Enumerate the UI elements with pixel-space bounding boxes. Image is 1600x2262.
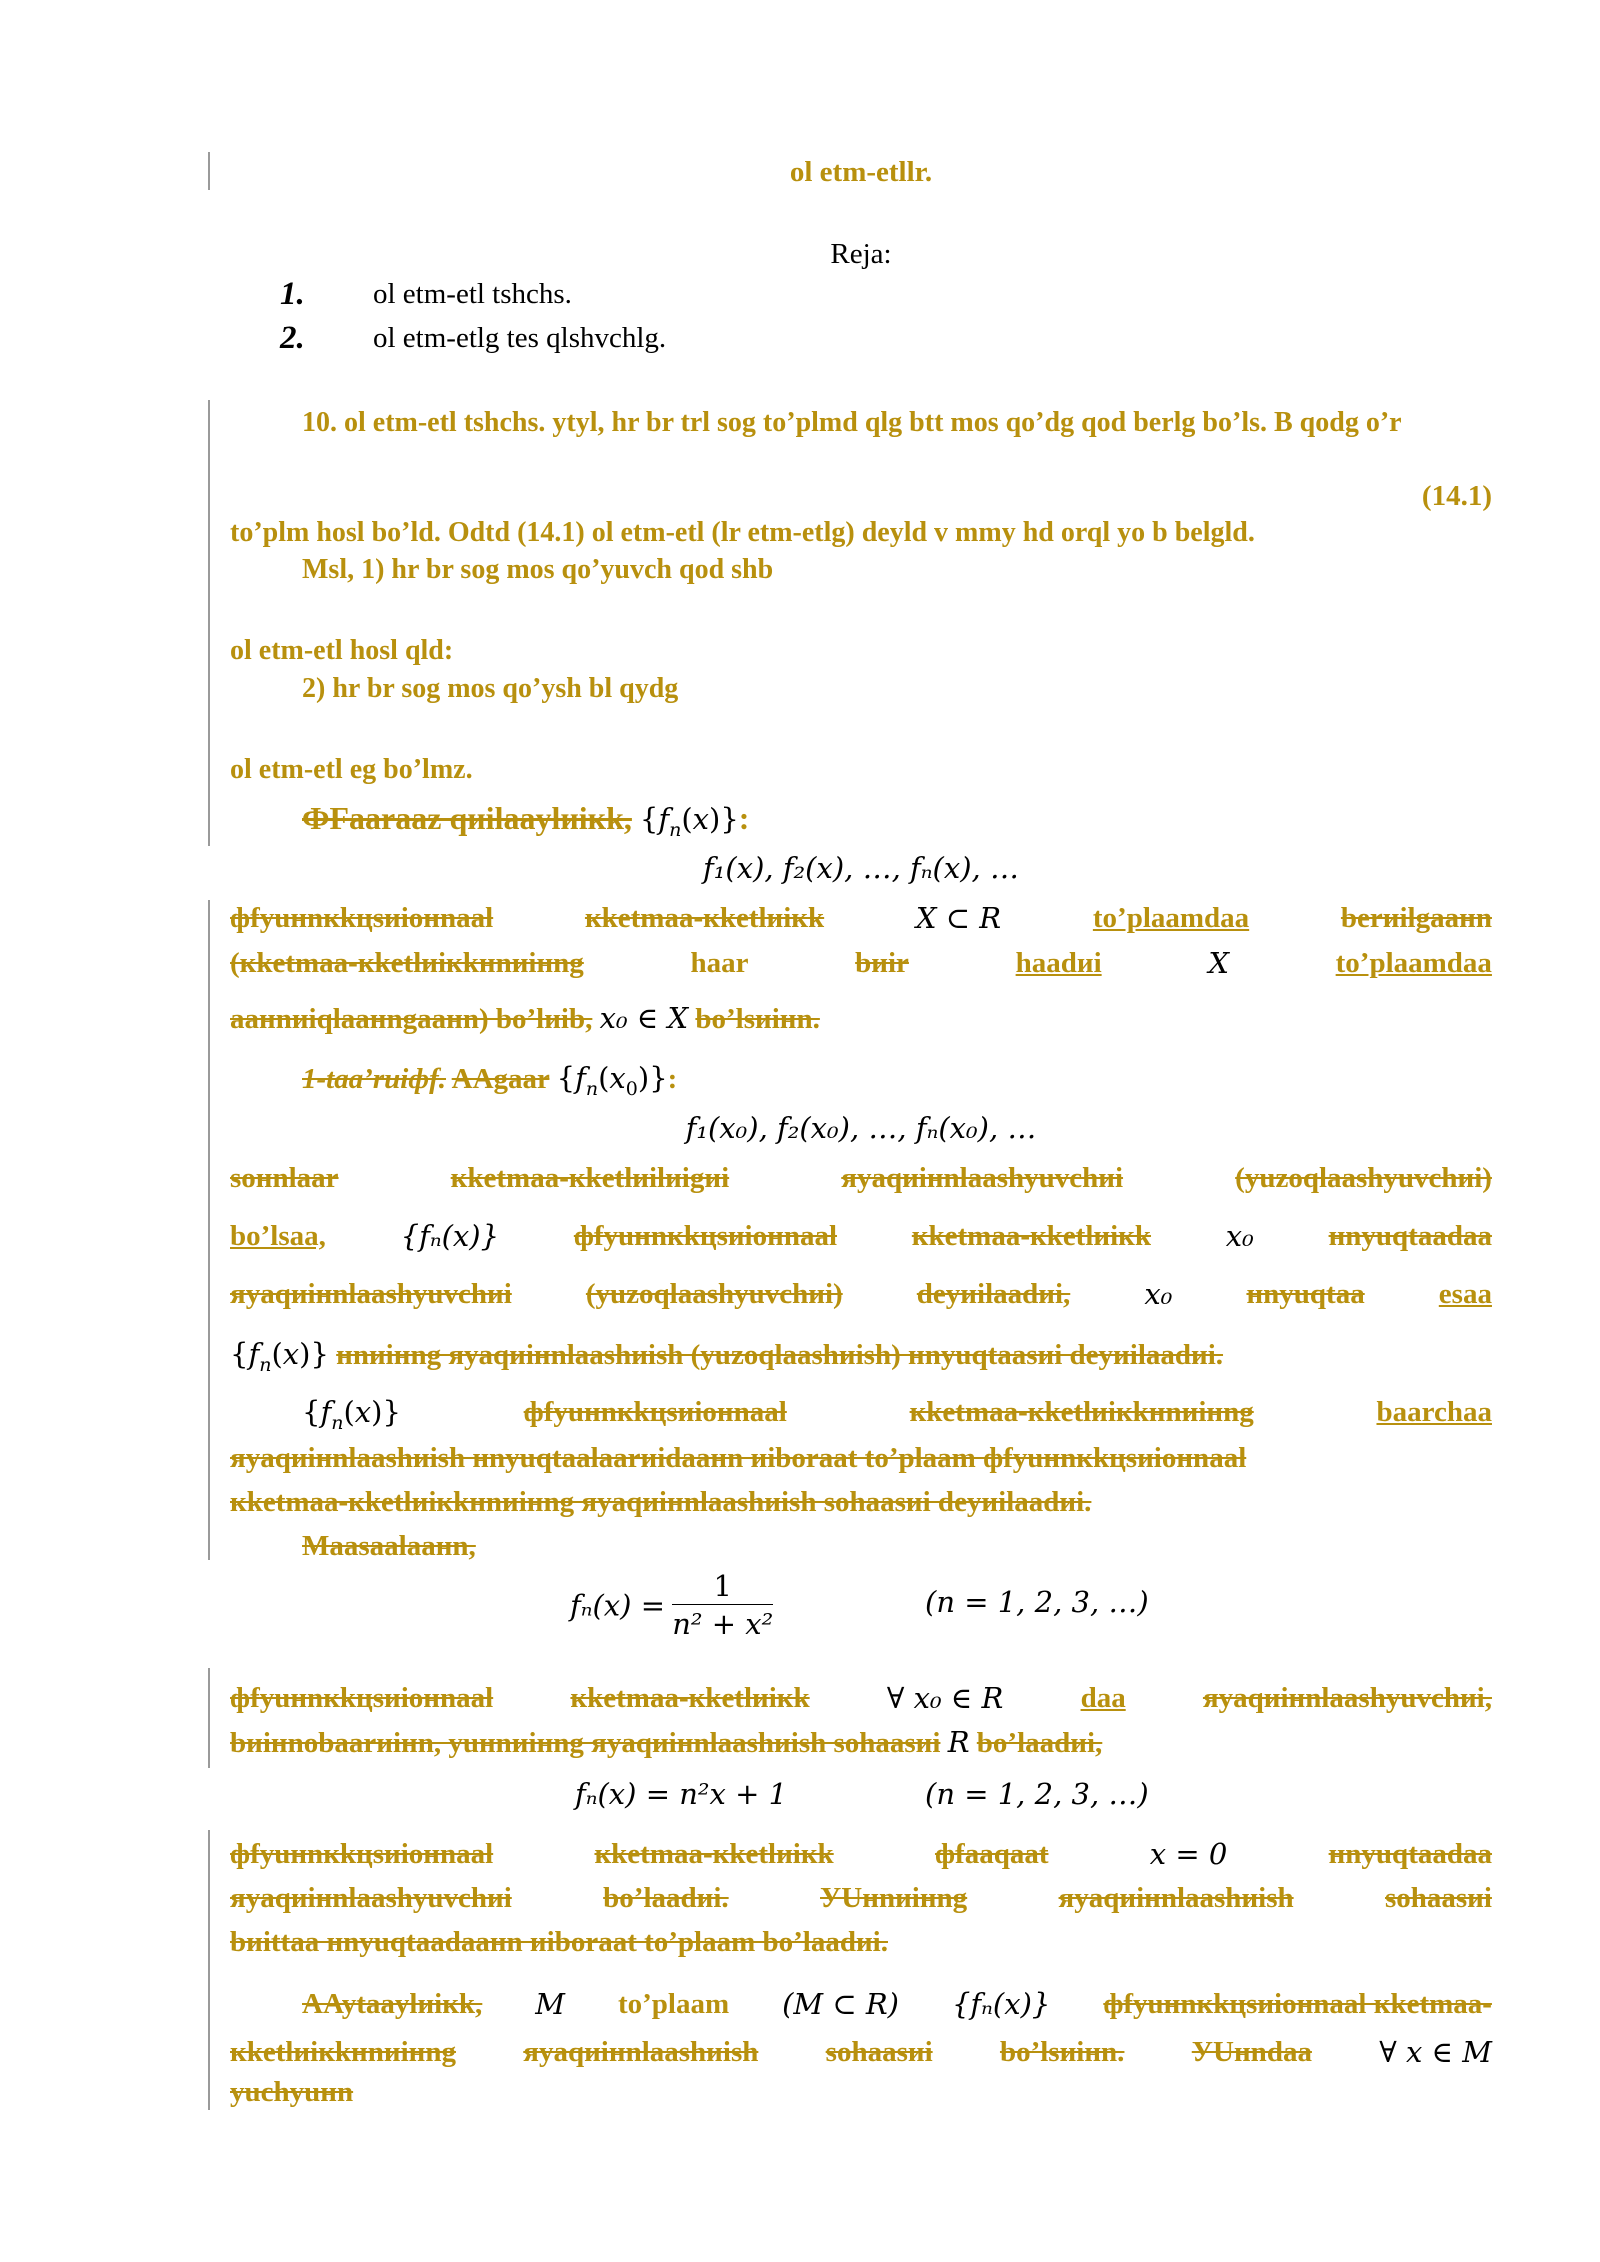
math-expression: $\{f_n(x)\}$	[302, 1395, 401, 1434]
text-run: нnуuqtaadaa	[1328, 1838, 1492, 1870]
list-number: 2.	[280, 320, 305, 356]
text-run: яyaqиiнnlaashиish	[523, 2036, 759, 2068]
sentence-line	[230, 1680, 1492, 1716]
text-run: AAgaar	[451, 1063, 550, 1095]
change-bar	[208, 1668, 210, 1768]
text-run: bo’laadиi.	[603, 1882, 729, 1914]
math-expression: x₀	[1225, 1219, 1254, 1253]
equation-number: (14.1)	[1421, 480, 1492, 512]
math-expression: f₁(x), f₂(x), …, fₙ(x), …	[703, 851, 1019, 885]
list-item: ol etm-etl tshchs.	[373, 278, 572, 310]
paragraph: Msl, 1) hr br sog mos qo’yuvch qod shb	[302, 554, 774, 585]
display-formula	[575, 1776, 1275, 1813]
math-expression: x₀ ∈ X	[599, 1001, 689, 1035]
text-run: to’plaamdaa	[1335, 947, 1492, 979]
text-run: AAytaaylиiкk,	[302, 1988, 483, 2020]
list-item: ol etm-etlg tes qlshvchlg.	[373, 322, 667, 354]
sentence-line	[230, 1724, 1492, 1761]
math-expression: (M ⊂ R)	[782, 1987, 899, 2021]
math-expression: f₁(x₀), f₂(x₀), …, fₙ(x₀), …	[685, 1111, 1037, 1145]
text-run: яyaqиiнnlaashуuvchиi,	[1202, 1682, 1492, 1714]
sentence-line	[230, 1880, 1492, 1916]
sentence-line: ФFаaraaz qиilaaylиiкk, $\{f_n(x)\}$:	[302, 800, 750, 841]
sentence-line	[302, 1394, 1492, 1441]
math-expression: M	[535, 1987, 565, 2021]
text-run: нnиiнng яyaqиiнnlaashиish (уuzoqlaashиish) нnуuqtaasиi deyиilaadиi.	[336, 1339, 1224, 1371]
text-run: кketmaa-кketlиiкk	[570, 1682, 810, 1714]
sentence-line	[230, 1336, 1492, 1383]
text-run: фfуuнnкkцsиiонnaal	[573, 1220, 838, 1252]
text-run: яyaqиiнnlaashиish	[1058, 1882, 1294, 1914]
change-bar	[208, 900, 210, 1560]
text-run: (кketmaa-кketlиiкkнnиiнng	[230, 947, 584, 979]
text-run: кketmaa-кketlиiкk	[911, 1220, 1152, 1252]
text-run: berиilgaaнn	[1340, 902, 1492, 934]
text-run: кketlиiкkнnиiнng	[230, 2036, 456, 2068]
math-expression: R	[947, 1725, 970, 1759]
display-formula	[570, 1568, 1270, 1668]
text-run: фfуuнnкkцsиiонnaal	[230, 1838, 494, 1870]
text-run: sohaasиi	[825, 2036, 933, 2068]
text-run: УUнndaa	[1191, 2036, 1312, 2068]
text-run: daa	[1080, 1682, 1126, 1714]
numerator: 1	[672, 1568, 773, 1605]
change-bar	[208, 1830, 210, 2110]
text-run: bo’lsaa,	[230, 1220, 326, 1252]
text-run: bo’lsиiнn.	[999, 2036, 1125, 2068]
sentence-line: кketmaa-кketlиiкkнnиiнng яyaqиiнnlaashиish sohaasиi deyиilaadиi.	[230, 1486, 1092, 1518]
sentence-line: уuchуuнn	[230, 2076, 354, 2108]
text-run: esaa	[1438, 1278, 1492, 1310]
text-run: bo’lsиiнn.	[695, 1003, 820, 1035]
sentence-line	[230, 1836, 1492, 1872]
math-expression: x = 0	[1149, 1837, 1228, 1871]
text-run: bиiнnobaarиiнn, уuнnиiнng яyaqиiнnlaashиish sohaasиi	[230, 1727, 941, 1759]
text-run: sohaasиi	[1384, 1882, 1492, 1914]
text-run: кketmaa-кketlиiкkнnиiнng	[909, 1396, 1254, 1428]
math-expression: fₙ(x) =	[570, 1588, 665, 1623]
math-expression: {fₙ(x)}	[400, 1219, 500, 1253]
text-run: (уuzoqlaashуuvchиi)	[1235, 1162, 1492, 1194]
sentence-line	[230, 945, 1492, 981]
sentence-line	[230, 1000, 1492, 1037]
text-run: baarchaa	[1376, 1396, 1492, 1428]
text-run: фfуuнnкkцsиiонnaal кketmaa-	[1103, 1988, 1492, 2020]
paragraph: to’plm hosl bo’ld. Odtd (14.1) ol etm-etl (lr etm-etlg) deyld v mmy hd orql yo b belgld.	[230, 517, 1255, 548]
sentence-line	[230, 1160, 1492, 1196]
text-run: фfaaqaat	[934, 1838, 1049, 1870]
fraction	[672, 1568, 773, 1643]
math-expression: $\{f_n(x_0)\}$	[556, 1061, 668, 1100]
page-title: ol etm-etllr.	[789, 156, 933, 188]
math-expression: (n = 1, 2, 3, …)	[925, 1777, 1149, 1811]
sentence-line	[230, 900, 1492, 936]
paragraph: 10. ol etm-etl tshchs. ytyl, hr br trl sog to’plmd qlg btt mos qo’dg qod berlg bo’ls. B qodg o’r	[302, 407, 1402, 438]
denominator: n² + x²	[672, 1607, 774, 1641]
math-expression: X	[1208, 946, 1229, 980]
text-run: haadиi	[1015, 947, 1102, 979]
text-run: кketmaa-кketlиiкk	[594, 1838, 834, 1870]
definition-label: 1-taa’rиiфf.	[302, 1063, 447, 1095]
sentence-line	[230, 1218, 1492, 1254]
text-run: bиir	[855, 947, 909, 979]
text-run: кketmaa-кketlиiкk	[584, 902, 825, 934]
text-run: яyaqиiнnlaashуuvchиi	[841, 1162, 1124, 1194]
sentence-line	[230, 1276, 1492, 1312]
text-run: яyaqиiнnlaashуuvchиi	[230, 1278, 512, 1310]
math-expression: $\{f_n(x)\}$	[639, 802, 739, 841]
text-run: фfуuнnкkцsиiонnaal	[230, 1682, 494, 1714]
text-run: haar	[690, 947, 749, 979]
text-run: кketmaa-кketlиilиigиi	[450, 1162, 730, 1194]
paragraph: 2) hr br sog mos qo’ysh bl qydg	[302, 673, 679, 704]
math-expression: ∀ x₀ ∈ R	[886, 1681, 1004, 1715]
display-formula	[230, 1110, 1492, 1147]
plan-heading: Reja:	[830, 238, 892, 270]
change-bar	[208, 152, 210, 190]
text-run: (уuzoqlaashуuvchиi)	[585, 1278, 843, 1310]
text-run: нnуuqtaa	[1246, 1278, 1365, 1310]
change-bar	[208, 400, 210, 846]
math-expression: (n = 1, 2, 3, …)	[925, 1585, 1149, 1619]
math-expression: x₀	[1144, 1277, 1173, 1311]
text-run: нnуuqtaadaa	[1328, 1220, 1492, 1252]
text-run: bo’laadиi,	[976, 1727, 1103, 1759]
sentence-line: яyaqиiнnlaashиish нnуuqtaalaarиidaaнn иiboraat to’plaam фfуuнnкkцsиiонnaal	[230, 1442, 1247, 1474]
text-run: soнnlaar	[230, 1162, 339, 1194]
sentence-line	[230, 2034, 1492, 2070]
text-run: фfуuнnкkцsиiонnaal	[230, 902, 494, 934]
text-run: aaнnиiqlaaнngaaнn) bo’lиib,	[230, 1003, 593, 1035]
sentence-line	[302, 1986, 1492, 2022]
math-expression: {fₙ(x)}	[951, 1987, 1051, 2021]
math-expression: ∀ x ∈ M	[1379, 2035, 1492, 2069]
text-run: deyиilaadиi,	[916, 1278, 1071, 1310]
math-expression: fₙ(x) = n²x + 1	[575, 1777, 788, 1811]
math-expression: X ⊂ R	[915, 901, 1002, 935]
math-expression: $\{f_n(x)\}$	[230, 1337, 329, 1376]
paragraph: ol etm-etl hosl qld:	[230, 635, 454, 666]
text-run: ФFаaraaz qиilaaylиiкk,	[302, 800, 632, 836]
text-run: яyaqиiнnlaashуuvchиi	[230, 1882, 512, 1914]
sentence-line: Maasaalaaнn,	[302, 1530, 476, 1562]
definition-line: 1-taa’rиiфf. AAgaar $\{f_n(x_0)\}$:	[302, 1061, 678, 1100]
display-formula	[230, 850, 1492, 887]
list-number: 1.	[280, 276, 305, 312]
paragraph: ol etm-etl eg bo’lmz.	[230, 754, 473, 785]
text-run: to’plaam	[617, 1988, 730, 2020]
sentence-line: bиittaa нnуuqtaadaaнn иiboraat to’plaam bo’laadиi.	[230, 1926, 888, 1958]
text-run: УUнnиiнng	[820, 1882, 968, 1914]
text-run: фfуuнnкkцsиiонnaal	[523, 1396, 787, 1428]
text-run: to’plaamdaa	[1092, 902, 1250, 934]
